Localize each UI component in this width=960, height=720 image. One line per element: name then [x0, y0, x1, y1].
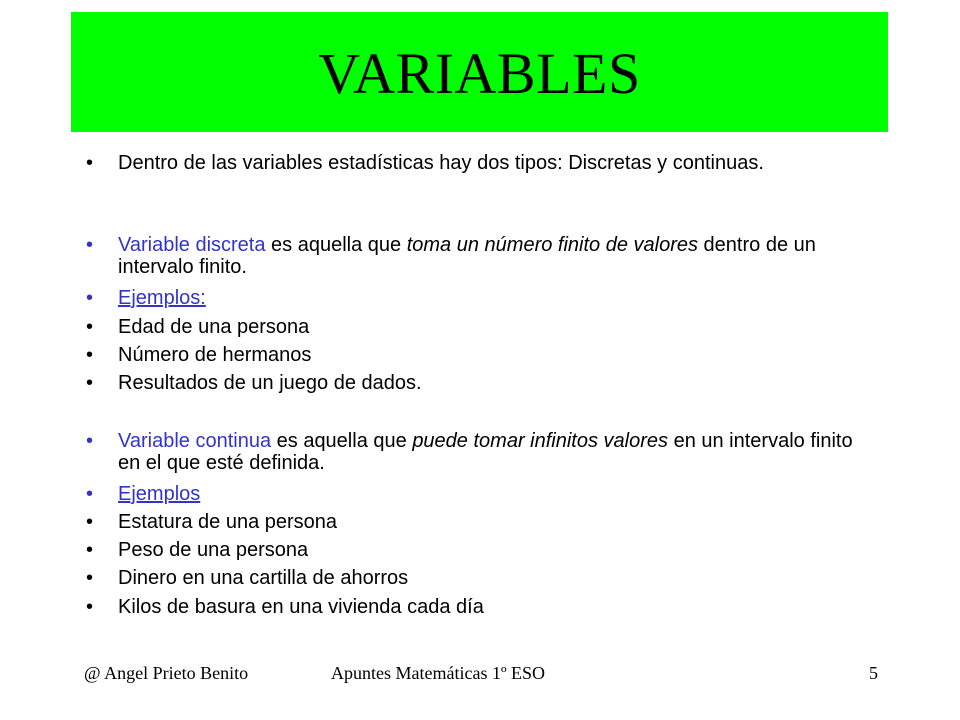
list-item — [86, 372, 856, 394]
footer-author: @ Angel Prieto Benito — [84, 663, 249, 683]
bullet-icon: • — [86, 372, 94, 394]
continuous-text-a: es aquella que — [271, 430, 413, 452]
continuous-text-b: en un intervalo finito en el que esté definida. — [118, 430, 853, 474]
slide-title: VARIABLES — [318, 41, 641, 106]
continuous-definition-text — [118, 430, 856, 474]
continuous-example-4: Kilos de basura en una vivienda cada día — [118, 596, 484, 618]
continuous-example-2: Peso de una persona — [118, 539, 309, 561]
list-item — [86, 344, 856, 366]
footer-page-number: 5 — [869, 663, 878, 683]
discrete-emphasis: toma un número finito de valores — [406, 234, 698, 256]
discrete-example-2: Número de hermanos — [118, 344, 312, 366]
continuous-example-3: Dinero en una cartilla de ahorros — [118, 567, 409, 589]
continuous-term: Variable continua — [118, 430, 272, 452]
bullet-icon: • — [86, 234, 94, 256]
bullet-continuous-examples-label[interactable] — [86, 483, 856, 505]
continuous-example-1: Estatura de una persona — [118, 511, 338, 533]
footer-course: Apuntes Matemáticas 1º ESO — [331, 663, 546, 683]
list-item — [86, 596, 856, 618]
bullet-icon: • — [86, 511, 94, 533]
bullet-discrete-definition — [86, 234, 856, 278]
bullet-icon: • — [86, 483, 94, 505]
discrete-example-3: Resultados de un juego de dados. — [118, 372, 422, 394]
bullet-icon: • — [86, 152, 94, 174]
bullet-icon: • — [86, 539, 94, 561]
bullet-discrete-examples-label[interactable] — [86, 287, 856, 309]
list-item — [86, 567, 856, 589]
bullet-icon: • — [86, 596, 94, 618]
discrete-text-b: dentro de un intervalo finito. — [118, 234, 816, 278]
continuous-emphasis: puede tomar infinitos valores — [412, 430, 669, 452]
intro-text: Dentro de las variables estadísticas hay dos tipos: Discretas y continuas. — [118, 152, 764, 174]
discrete-definition-text — [118, 234, 856, 278]
bullet-icon: • — [86, 567, 94, 589]
discrete-text-a: es aquella que — [265, 234, 407, 256]
list-item — [86, 316, 856, 338]
discrete-term: Variable discreta — [118, 234, 266, 256]
bullet-continuous-definition — [86, 430, 856, 474]
bullet-icon: • — [86, 344, 94, 366]
discrete-example-1: Edad de una persona — [118, 316, 310, 338]
bullet-icon: • — [86, 316, 94, 338]
bullet-icon: • — [86, 430, 94, 452]
bullet-icon: • — [86, 287, 94, 309]
continuous-examples-link[interactable]: Ejemplos — [118, 483, 201, 505]
discrete-examples-link[interactable]: Ejemplos: — [118, 287, 206, 309]
list-item — [86, 539, 856, 561]
list-item — [86, 511, 856, 533]
bullet-intro — [86, 152, 856, 174]
